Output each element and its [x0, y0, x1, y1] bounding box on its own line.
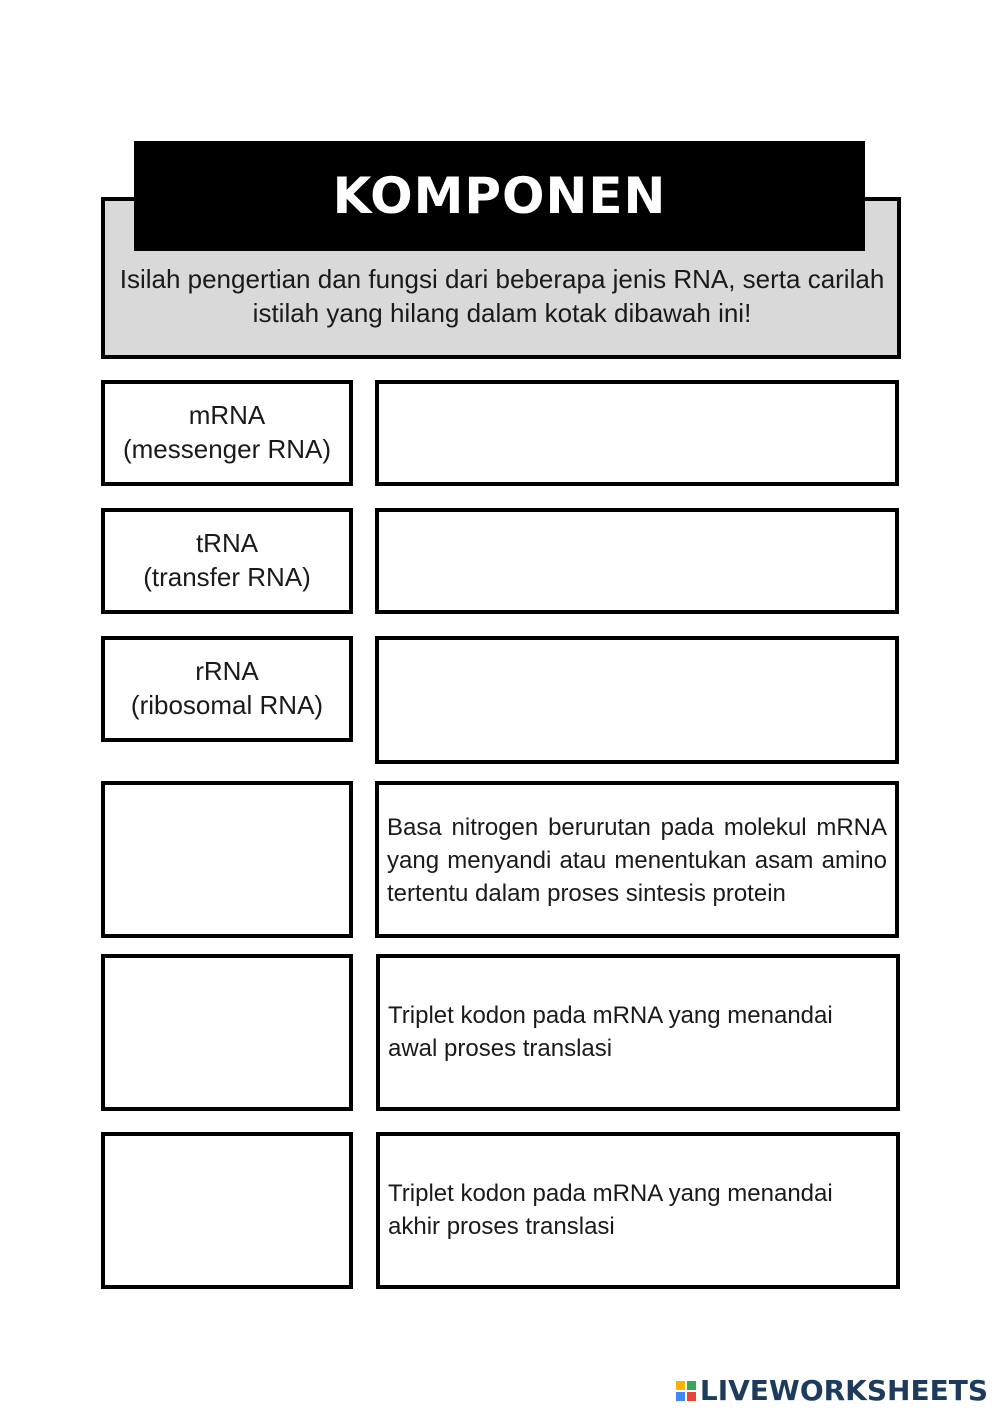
answer-box-stop-codon[interactable]	[101, 1132, 353, 1289]
term-box-mrna	[101, 380, 353, 486]
instructions-line-2: istilah yang hilang dalam kotak dibawah ini!	[252, 298, 752, 328]
term-fullname: (transfer RNA)	[143, 562, 311, 592]
definition-box-start-codon	[376, 954, 900, 1111]
logo-square-3	[676, 1392, 685, 1401]
term-name: tRNA	[195, 528, 259, 558]
answer-box-start-codon[interactable]	[101, 954, 353, 1111]
term-fullname: (messenger RNA)	[122, 434, 332, 464]
logo-square-4	[687, 1392, 696, 1401]
term-box-trna	[101, 508, 353, 614]
logo-text: LIVEWORKSHEETS	[699, 1374, 988, 1407]
definition-box-stop-codon	[376, 1132, 900, 1289]
term-fullname: (ribosomal RNA)	[130, 690, 324, 720]
term-name: rRNA	[195, 656, 259, 686]
answer-box-trna[interactable]	[375, 508, 899, 614]
definition-box-kodon	[375, 781, 899, 938]
definition-text: Triplet kodon pada mRNA yang menandai awal proses translasi	[388, 1002, 833, 1062]
answer-box-rrna[interactable]	[375, 636, 899, 764]
liveworksheets-logo-icon	[676, 1381, 696, 1401]
term-box-rrna	[101, 636, 353, 742]
term-name: mRNA	[188, 400, 266, 430]
definition-text: Basa nitrogen berurutan pada molekul mRNA yang menyandi atau menentukan asam amino tertentu dalam proses sintesis protein	[387, 814, 887, 907]
instructions	[110, 262, 894, 330]
logo-square-1	[676, 1381, 685, 1390]
page-title: KOMPONEN	[332, 167, 667, 225]
instructions-line-1: Isilah pengertian dan fungsi dari beberapa jenis RNA, serta carilah	[119, 264, 885, 294]
title-banner	[134, 141, 865, 251]
answer-box-kodon[interactable]	[101, 781, 353, 938]
logo-square-2	[687, 1381, 696, 1390]
definition-text: Triplet kodon pada mRNA yang menandai akhir proses translasi	[388, 1180, 833, 1240]
liveworksheets-logo	[676, 1374, 988, 1407]
answer-box-mrna[interactable]	[375, 380, 899, 486]
